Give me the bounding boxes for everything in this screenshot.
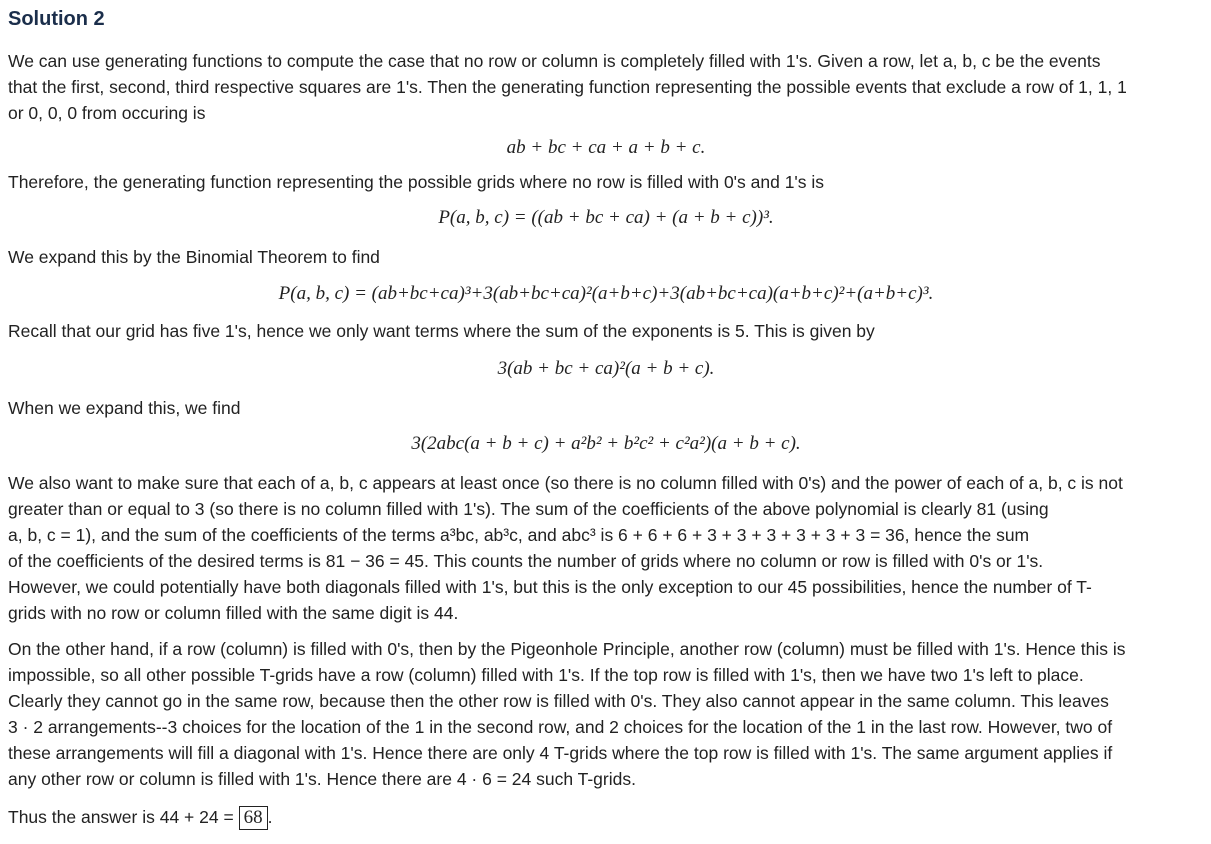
text-line-p4: Recall that our grid has five 1's, hence we only want terms where the sum of the exponents is 5. This is given by — [8, 321, 875, 341]
equation-eq4: 3(ab + bc + ca)²(a + b + c). — [497, 358, 715, 379]
text-line-p6f: grids with no row or column filled with the same digit is 44. — [8, 603, 459, 623]
final-answer-suffix: . — [267, 807, 273, 827]
answer-box: 68 — [239, 806, 268, 830]
text-line-p7b: impossible, so all other possible T-grids have a row (column) filled with 1's. If the top row is filled with 1's, then we have two 1's left to place. — [8, 665, 1084, 685]
equation-eq5: 3(2abc(a + b + c) + a²b² + b²c² + c²a²)(a + b + c). — [411, 433, 801, 454]
text-line-p1c: or 0, 0, 0 from occuring is — [8, 103, 206, 123]
final-answer-line — [8, 804, 272, 830]
text-line-p3: We expand this by the Binomial Theorem to find — [8, 247, 380, 267]
text-line-p6e: However, we could potentially have both diagonals filled with 1's, but this is the only exception to our 45 possibilities, hence the number of T- — [8, 577, 1092, 597]
text-line-p6a: We also want to make sure that each of a, b, c appears at least once (so there is no column filled with 0's) and the power of each of a, b, c is not — [8, 473, 1123, 493]
text-line-p7c: Clearly they cannot go in the same row, because then the other row is filled with 0's. They also cannot appear in the same column. This leaves — [8, 691, 1109, 711]
text-line-p6d: of the coefficients of the desired terms is 81 − 36 = 45. This counts the number of grids where no column or row is filled with 0's or 1's. — [8, 551, 1044, 571]
equation-eq2: P(a, b, c) = ((ab + bc + ca) + (a + b + c))³. — [438, 207, 774, 228]
equation-eq1: ab + bc + ca + a + b + c. — [506, 137, 706, 158]
text-line-p7f: any other row or column is filled with 1's. Hence there are 4 · 6 = 24 such T-grids. — [8, 769, 636, 789]
text-line-p6c: a, b, c = 1), and the sum of the coefficients of the terms a³bc, ab³c, and abc³ is 6 + 6 + 6 + 3 + 3 + 3 + 3 + 3 + 3 = 36, hence the sum — [8, 525, 1030, 545]
text-line-p1b: that the first, second, third respective squares are 1's. Then the generating function representing the possible events that exclude a row of 1, 1, 1 — [8, 77, 1127, 97]
text-line-p5: When we expand this, we find — [8, 398, 241, 418]
text-line-p1a: We can use generating functions to compute the case that no row or column is completely filled with 1's. Given a row, let a, b, c be the events — [8, 51, 1101, 71]
text-line-p6b: greater than or equal to 3 (so there is no column filled with 1's). The sum of the coefficients of the above polynomial is clearly 81 (using — [8, 499, 1049, 519]
text-line-p7a: On the other hand, if a row (column) is filled with 0's, then by the Pigeonhole Principle, another row (column) must be filled with 1's. Hence this is — [8, 639, 1126, 659]
equation-eq3: P(a, b, c) = (ab+bc+ca)³+3(ab+bc+ca)²(a+b+c)+3(ab+bc+ca)(a+b+c)²+(a+b+c)³. — [278, 283, 934, 304]
text-line-p7d: 3 · 2 arrangements--3 choices for the location of the 1 in the second row, and 2 choices for the location of the 1 in the last row. However, two of — [8, 717, 1113, 737]
text-line-p7e: these arrangements will fill a diagonal with 1's. Hence there are only 4 T-grids where the top row is filled with 1's. The same argument applies if — [8, 743, 1113, 763]
text-line-p2: Therefore, the generating function representing the possible grids where no row is filled with 0's and 1's is — [8, 172, 825, 192]
solution-heading: Solution 2 — [8, 8, 105, 30]
final-answer-prefix: Thus the answer is 44 + 24 = — [8, 807, 239, 827]
